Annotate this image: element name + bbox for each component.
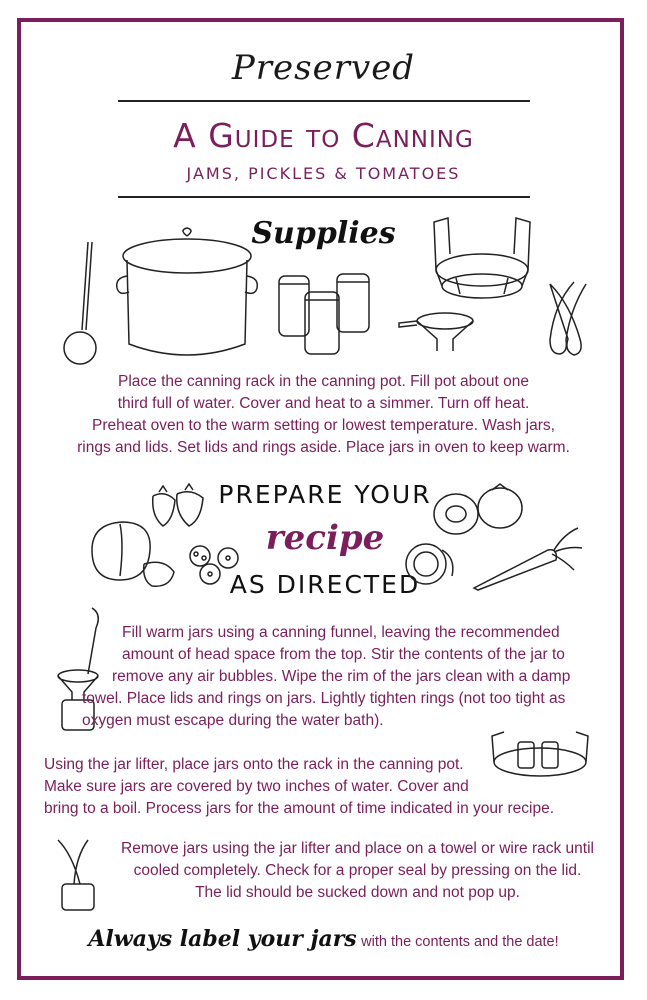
supplies-text: Place the canning rack in the canning pot. Fill pot about one third full of water. Cover and heat to a simmer. Turn off heat. Preheat oven to the warm setting or lowest temperature. Wash jars, rings and lids. Set lids and rings aside. Place jars in oven to keep warm. — [77, 373, 570, 456]
rack-with-jars-icon — [488, 728, 593, 788]
canning-funnel-icon — [395, 305, 480, 355]
final-note — [0, 926, 647, 952]
prepare-line-2: recipe — [265, 518, 385, 558]
prepare-line-1: PREPARE YOUR — [218, 480, 432, 509]
stock-pot-icon — [115, 226, 265, 361]
page-subtitle: JAMS, PICKLES & TOMATOES — [186, 164, 461, 183]
mason-jars-icon — [275, 268, 385, 358]
lifter-holding-jar-icon — [48, 832, 108, 922]
fill-step-text: Fill warm jars using a canning funnel, leaving the recommended amount of head space from the top. Stir the contents of the jar to remove any air bubbles. Wipe the rim of the jars clean with a damp towel. Place lids and rings on jars. Lightly tighten rings (not too tight as oxygen must escape during the water bath). — [82, 624, 571, 729]
carrot-icon — [468, 520, 588, 595]
ladle-icon — [62, 240, 102, 370]
page-title: A Guide to Canning — [173, 116, 474, 155]
remove-step-text: Remove jars using the jar lifter and place on a towel or wire rack until cooled completely. Check for a proper seal by pressing on the lid. The lid should be sucked down and not pop up. — [121, 840, 594, 901]
jar-lifter-icon — [540, 274, 595, 364]
cucumber-icon — [402, 540, 467, 590]
canning-rack-icon — [428, 214, 538, 309]
divider-bottom — [118, 196, 530, 198]
prepare-line-3: AS DIRECTED — [229, 570, 421, 599]
final-note-bold: Always label your jars — [88, 926, 357, 952]
process-step-text: Using the jar lifter, place jars onto the rack in the canning pot. Make sure jars are covered by two inches of water. Cover and bring to a boil. Process jars for the amount of time indicated in your recipe. — [44, 756, 555, 817]
peach-icon — [82, 520, 182, 590]
final-note-rest: with the contents and the date! — [361, 934, 559, 950]
brand-logo: Preserved — [231, 48, 416, 88]
supplies-heading: Supplies — [251, 216, 396, 251]
divider-top — [118, 100, 530, 102]
